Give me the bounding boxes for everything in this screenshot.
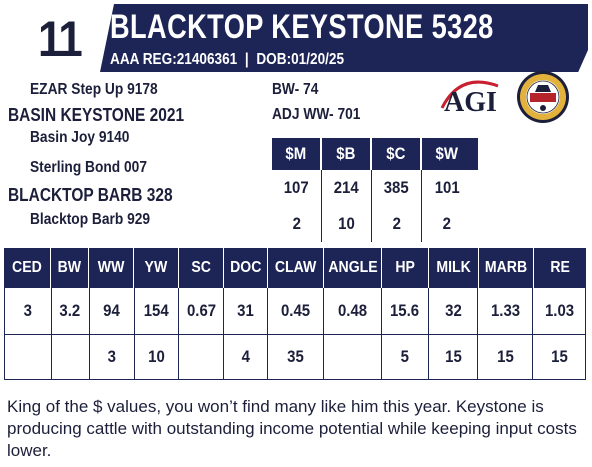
sale-comment: King of the $ values, you won’t find many like him this year. Keystone is producing cattle with outstanding income potential while keeping input costs lower.: [7, 397, 577, 460]
date-of-birth: DOB:01/20/25: [256, 51, 345, 68]
epd-header-bw: BW: [51, 248, 89, 288]
epd-rank-hp: 5: [382, 335, 429, 380]
epd-rank-ww: 3: [90, 335, 135, 380]
epd-value-bw: 3.2: [52, 288, 90, 334]
dollar-value-w: 101: [434, 178, 460, 197]
registration-divider: |: [244, 51, 249, 68]
agi-logo-text: AGI: [444, 87, 497, 116]
dollar-rank-w: 2: [442, 214, 452, 233]
dollar-index-header: [272, 138, 478, 170]
epd-header-marb: MARB: [479, 248, 534, 288]
epd-value-re: 1.03: [544, 300, 574, 320]
epd-table-header: [4, 248, 586, 288]
dollar-header-m: $M: [272, 138, 322, 170]
dollar-rank-m: 2: [272, 206, 322, 242]
epd-value-milk: 32: [429, 288, 479, 334]
birth-weight: BW- 74: [272, 81, 319, 98]
dollar-header-b: $B: [322, 138, 372, 170]
epd-header-ced: CED: [4, 248, 51, 288]
epd-value-sc: 0.67: [179, 288, 224, 334]
registration-number: AAA REG:21406361: [110, 51, 238, 68]
dollar-index-ranks-row: [272, 206, 478, 242]
pedigree-sire-sire: EZAR Step Up 9178: [30, 81, 158, 98]
lot-number: 11: [38, 11, 81, 67]
epd-table-body: [4, 288, 586, 380]
epd-header-angle: ANGLE: [324, 248, 382, 288]
registration-line: [110, 50, 344, 70]
animal-name: BLACKTOP KEYSTONE 5328: [110, 8, 494, 46]
epd-values-row: [5, 288, 585, 334]
epd-rank-doc: 4: [224, 335, 268, 380]
dollar-header-c: $C: [372, 138, 422, 170]
epd-value-marb: 1.33: [478, 288, 533, 334]
epd-header-sc: SC: [179, 248, 224, 288]
epd-ranks-row: [5, 334, 585, 380]
epd-value-angle: 0.48: [324, 288, 382, 334]
dollar-rank-c: 2: [372, 206, 422, 242]
epd-value-ced: 3: [5, 288, 52, 334]
epd-header-ww: WW: [89, 248, 134, 288]
epd-rank-ced: [5, 335, 52, 380]
epd-rank-angle: [324, 335, 382, 380]
epd-value-claw: 0.45: [268, 288, 324, 334]
certified-angus-seal: [516, 70, 570, 124]
dollar-value-m: 107: [272, 170, 322, 206]
epd-header-claw: CLAW: [268, 248, 324, 288]
epd-rank-claw: 35: [268, 335, 324, 380]
epd-rank-marb: 15: [478, 335, 533, 380]
epd-rank-re: 15: [550, 346, 568, 366]
dollar-value-c: 385: [372, 170, 422, 206]
epd-rank-sc: [179, 335, 224, 380]
epd-value-ww: 94: [90, 288, 135, 334]
epd-header-doc: DOC: [224, 248, 268, 288]
epd-header-milk: MILK: [429, 248, 479, 288]
pedigree-dam-sire: Sterling Bond 007: [30, 159, 147, 176]
epd-value-yw: 154: [135, 288, 180, 334]
epd-header-hp: HP: [382, 248, 429, 288]
epd-value-doc: 31: [224, 288, 268, 334]
dollar-rank-b: 10: [322, 206, 372, 242]
epd-rank-yw: 10: [135, 335, 180, 380]
dollar-header-w: $W: [435, 144, 459, 163]
pedigree-dam: BLACKTOP BARB 328: [8, 185, 173, 205]
epd-rank-milk: 15: [429, 335, 479, 380]
pedigree-dam-dam: Blacktop Barb 929: [30, 211, 151, 228]
epd-header-yw: YW: [134, 248, 179, 288]
epd-rank-bw: [52, 335, 90, 380]
dollar-value-b: 214: [322, 170, 372, 206]
dollar-index-values-row: [272, 170, 478, 206]
epd-value-hp: 15.6: [382, 288, 429, 334]
adjusted-weaning-weight: ADJ WW- 701: [272, 106, 361, 123]
pedigree-sire-dam: Basin Joy 9140: [30, 129, 130, 146]
agi-logo: [438, 78, 506, 116]
pedigree-sire: BASIN KEYSTONE 2021: [8, 105, 185, 125]
epd-header-re: RE: [550, 259, 570, 276]
